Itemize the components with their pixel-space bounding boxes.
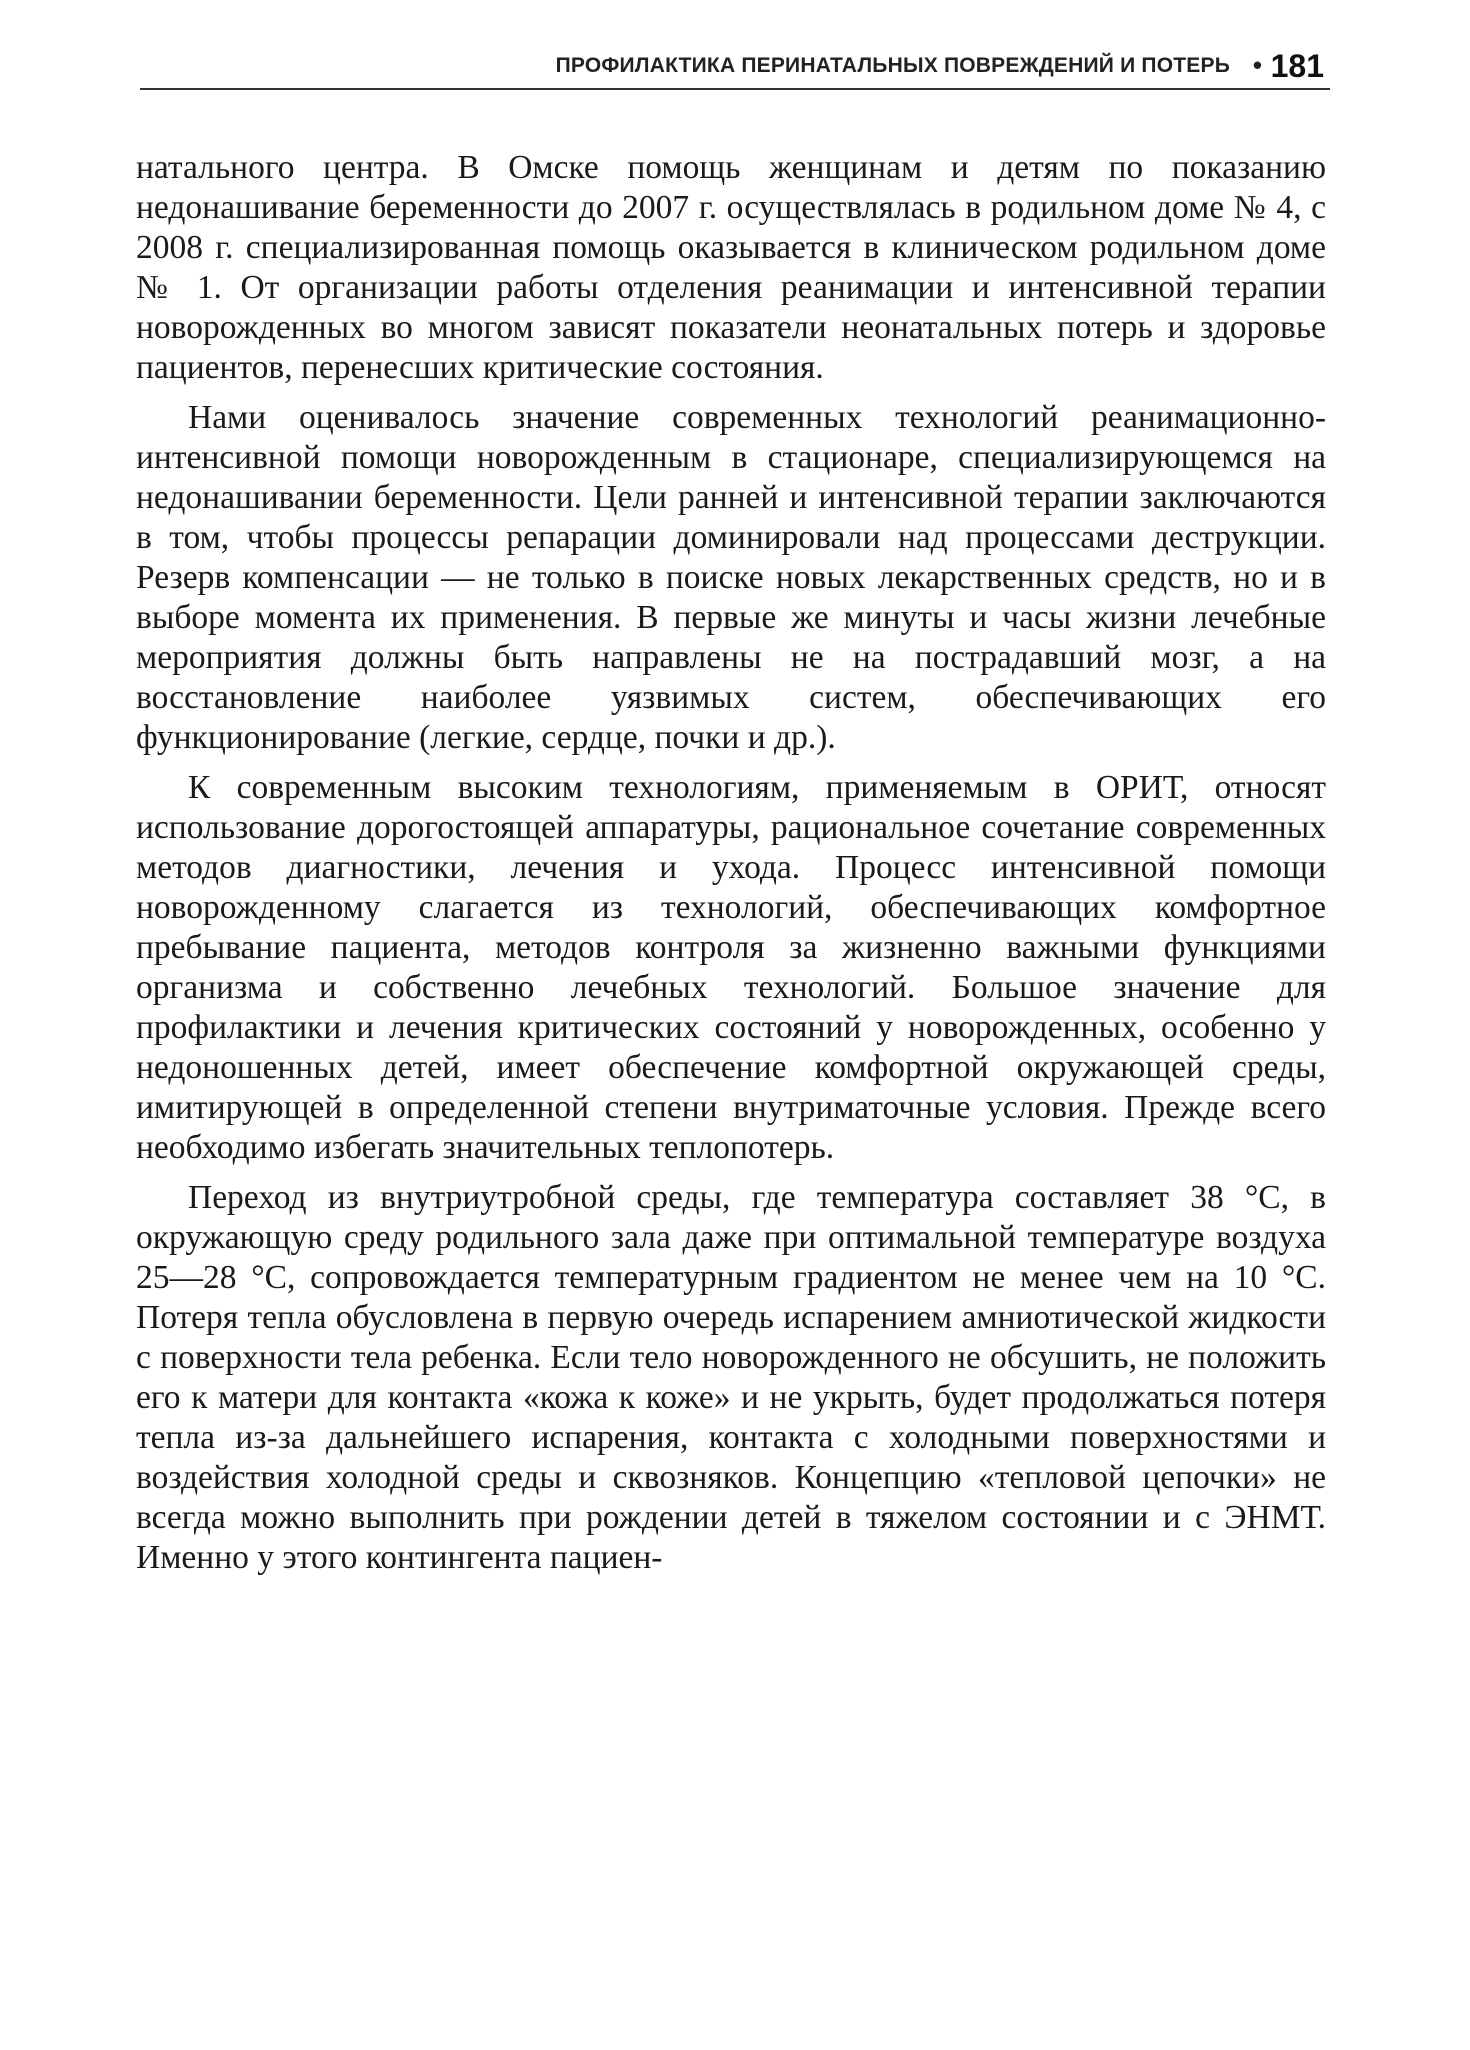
paragraph: Нами оценивалось значение современных технологий реанимационно-интенсивной помощи новорожденным в стационаре, специализирующемся на недонашивании беременности. Цели ранней и интенсивной терапии заключаются в том, чтобы процессы репарации доминировали над процессами деструкции. Резерв компенсации — не только в поиске новых лекарственных средств, но и в выборе момента их применения. В первые же минуты и часы жизни лечебные мероприятия должны быть направлены не на пострадавший мозг, а на восстановление наиболее уязвимых систем, обеспечивающих его функционирование (легкие, сердце, почки и др.). [136, 399, 1326, 756]
header-rule [140, 88, 1330, 90]
running-head-bullet: • [1252, 50, 1262, 80]
paragraph-continuation: натального центра. В Омске помощь женщинам и детям по показанию недонашивание беременности до 2007 г. осуществлялась в родильном доме № 4, с 2008 г. специализированная помощь оказывается в клиническом родильном доме № 1. От организации работы отделения реанимации и интенсивной терапии новорожденных во многом зависят показатели неонатальных потерь и здоровье пациентов, перенесших критические состояния. [136, 149, 1326, 386]
running-head-title: ПРОФИЛАКТИКА ПЕРИНАТАЛЬНЫХ ПОВРЕЖДЕНИЙ И ПОТЕРЬ [555, 54, 1230, 77]
body-text [136, 148, 1326, 1578]
page-number: 181 [1270, 48, 1324, 84]
paragraph: К современным высоким технологиям, применяемым в ОРИТ, относят использование дорогостоящей аппаратуры, рациональное сочетание современных методов диагностики, лечения и ухода. Процесс интенсивной помощи новорожденному слагается из технологий, обеспечивающих комфортное пребывание пациента, методов контроля за жизненно важными функциями организма и собственно лечебных технологий. Большое значение для профилактики и лечения критических состояний у новорожденных, особенно у недоношенных детей, имеет обеспечение комфортной окружающей среды, имитирующей в определенной степени внутриматочные условия. Прежде всего необходимо избегать значительных теплопотерь. [136, 769, 1326, 1166]
paragraph: Переход из внутриутробной среды, где температура составляет 38 °C, в окружающую среду родильного зала даже при оптимальной температуре воздуха 25—28 °C, сопровождается температурным градиентом не менее чем на 10 °C. Потеря тепла обусловлена в первую очередь испарением амниотической жидкости с поверхности тела ребенка. Если тело новорожденного не обсушить, не положить его к матери для контакта «кожа к коже» и не укрыть, будет продолжаться потеря тепла из-за дальнейшего испарения, контакта с холодными поверхностями и воздействия холодной среды и сквозняков. Концепцию «тепловой цепочки» не всегда можно выполнить при рождении детей в тяжелом состоянии и с ЭНМТ. Именно у этого контингента пациен- [136, 1179, 1326, 1576]
running-head [140, 44, 1330, 94]
